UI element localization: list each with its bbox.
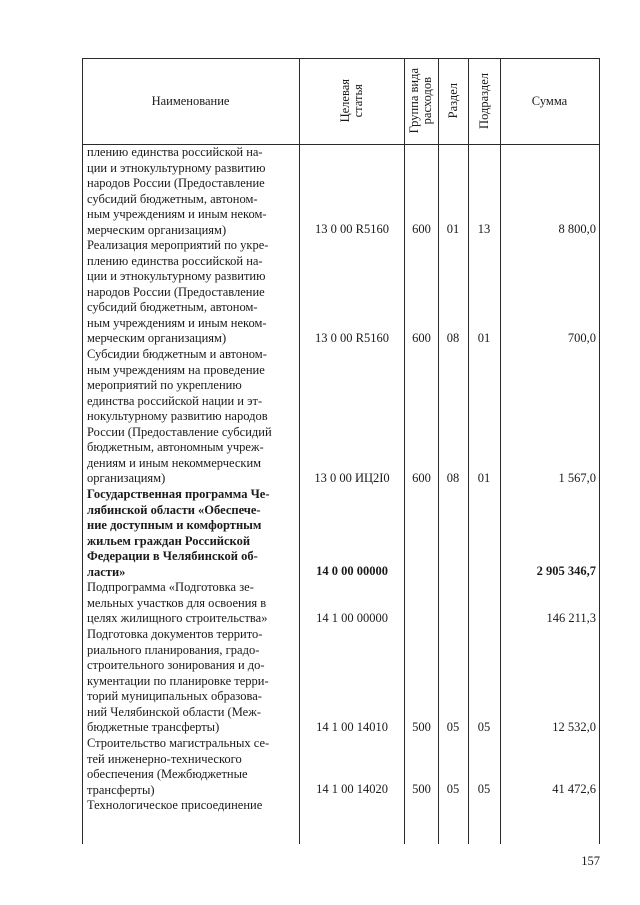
header-group-label: Группа вида расходов — [407, 68, 434, 134]
header-subsection-label: Подраздел — [476, 73, 491, 129]
header-subsection — [468, 58, 500, 144]
row-code: 13 0 00 R5160 — [315, 222, 389, 236]
row-sum: 146 211,3 — [546, 611, 596, 625]
row-sum: 12 532,0 — [552, 720, 596, 734]
row-name: Строительство магистральных се- тей инженерно-технического обеспечения (Межбюджетные трансферты) — [87, 736, 270, 797]
row-group: 500 — [412, 720, 431, 734]
row-sum: 700,0 — [567, 331, 596, 345]
row-code: 14 1 00 14020 — [316, 782, 388, 796]
row-sum: 2 905 346,7 — [536, 564, 596, 578]
row-section: 05 — [446, 720, 460, 734]
column-border — [82, 58, 83, 844]
header-section-label: Раздел — [445, 83, 460, 119]
budget-table — [82, 58, 600, 844]
row-sum: 8 800,0 — [558, 222, 596, 236]
row-code: 13 0 00 R5160 — [315, 331, 389, 345]
row-sum: 41 472,6 — [552, 782, 596, 796]
row-group: 600 — [412, 222, 431, 236]
row-code: 14 1 00 14010 — [316, 720, 388, 734]
header-name-label: Наименование — [151, 93, 230, 108]
row-name: Подготовка документов террито- риального планирования, градо- строительного зонирования и до- кументации по планировке терри- торий муниципальных образова- ний Челябинской области (Меж- бюджетные трансферты) — [87, 627, 269, 734]
row-subsection: 01 — [477, 471, 491, 485]
row-section: 05 — [446, 782, 460, 796]
header-name — [82, 58, 299, 144]
row-name: Субсидии бюджетным и автоном- ным учреждениям на проведение мероприятий по укреплению единства российской нации и эт- нокультурному развитию народов России (Предоставление субсидий бюджетным, автономным учреж- дениям и иным некоммерческим организациям) — [87, 347, 272, 485]
row-section: 08 — [446, 331, 460, 345]
row-group: 600 — [412, 471, 431, 485]
header-sum — [500, 58, 599, 144]
header-section — [438, 58, 468, 144]
header-group — [404, 58, 438, 144]
row-group: 600 — [412, 331, 431, 345]
row-name: Государственная программа Че- лябинской области «Обеспече- ние доступным и комфортным жильем граждан Российской Федерации в Челябинской об- ласти» — [87, 487, 270, 579]
row-code: 13 0 00 ИЦ2I0 — [314, 471, 390, 485]
row-code: 14 1 00 00000 — [316, 611, 388, 625]
row-section: 01 — [446, 222, 460, 236]
header-sum-label: Сумма — [531, 93, 568, 108]
header-code-label: Целевая статья — [337, 79, 365, 123]
row-sum: 1 567,0 — [558, 471, 596, 485]
page-number: 157 — [581, 854, 600, 868]
row-subsection: 13 — [477, 222, 491, 236]
row-code: 14 0 00 00000 — [316, 564, 388, 578]
row-subsection: 01 — [477, 331, 491, 345]
row-name: Подпрограмма «Подготовка зе- мельных участков для освоения в целях жилищного строительства» — [87, 580, 268, 625]
row-subsection: 05 — [477, 720, 491, 734]
row-subsection: 05 — [477, 782, 491, 796]
row-name: плению единства российской на- ции и этнокультурному развитию народов России (Предоставление субсидий бюджетным, автоном- ным учреждениям и иным неком- мерческим организациям) — [87, 145, 267, 237]
header-code — [299, 58, 404, 144]
row-name: Технологическое присоединение — [87, 798, 263, 812]
row-name: Реализация мероприятий по укре- плению единства российской на- ции и этнокультурному развитию народов России (Предоставление субсидий бюджетным, автоном- ным учреждениям и иным неком- мерческим организациям) — [87, 238, 269, 345]
row-group: 500 — [412, 782, 431, 796]
column-border — [599, 58, 600, 844]
row-section: 08 — [446, 471, 460, 485]
